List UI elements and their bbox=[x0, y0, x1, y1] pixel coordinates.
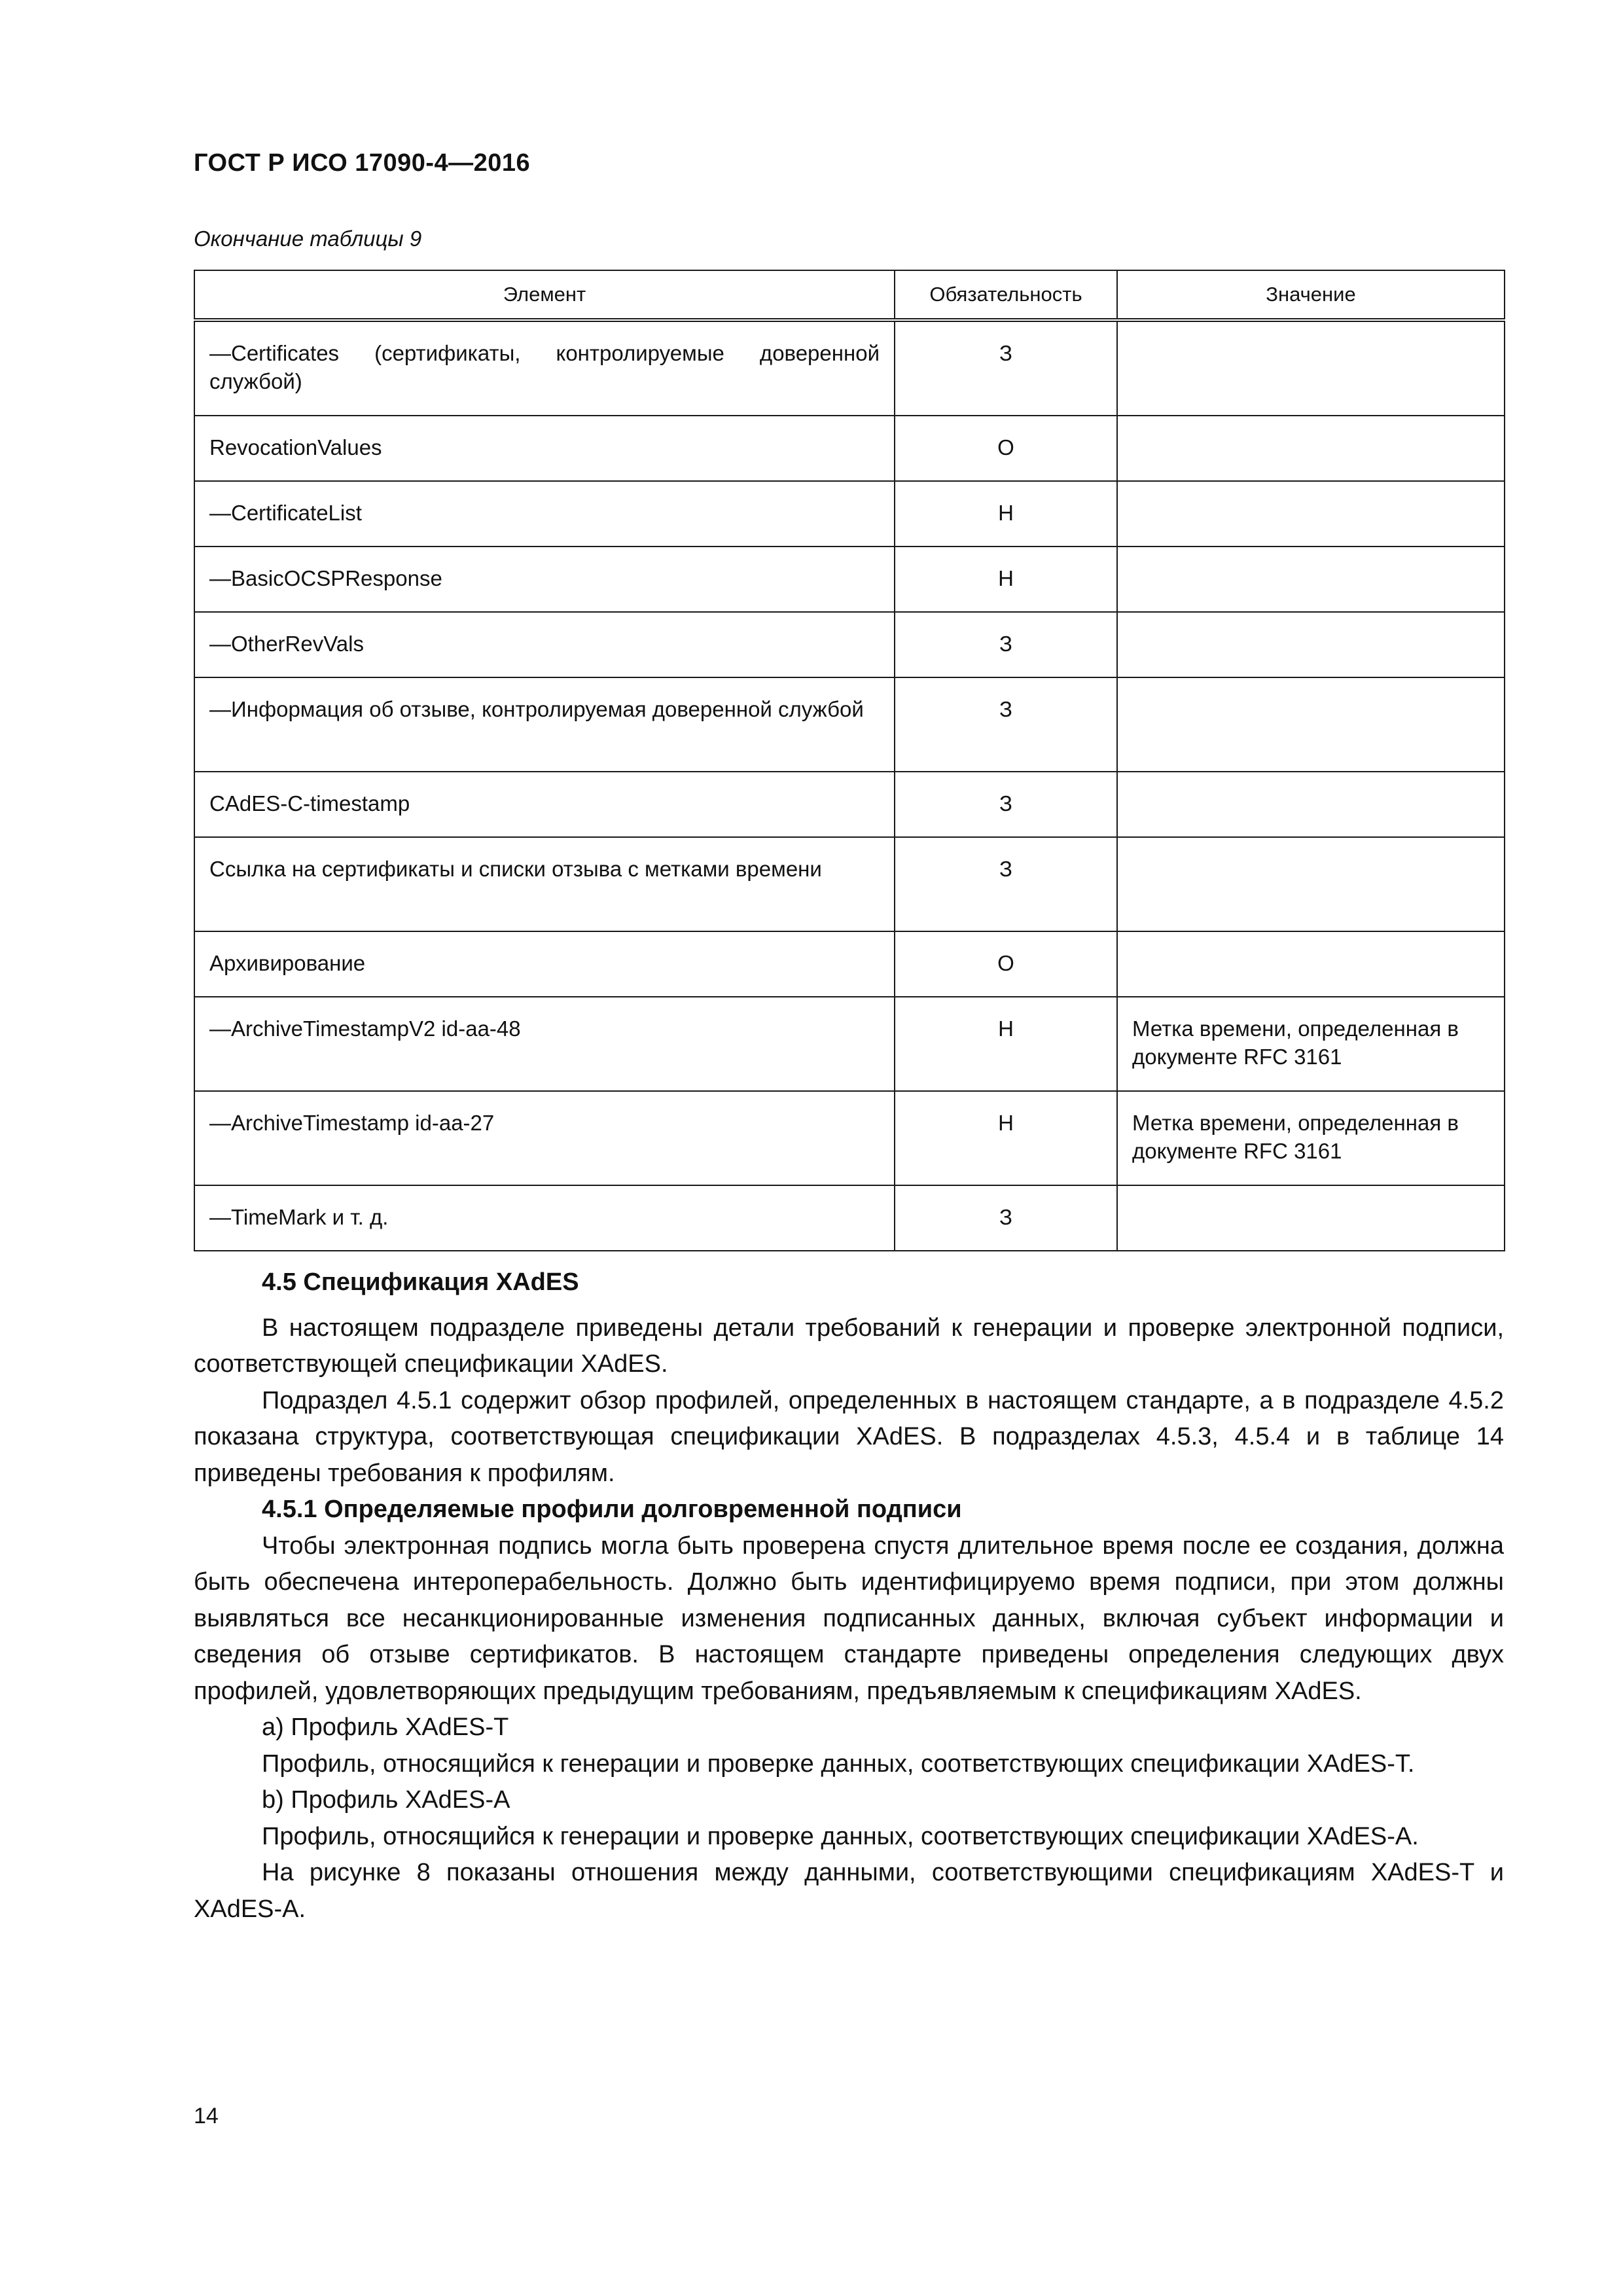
obligation-cell: З bbox=[895, 612, 1117, 677]
element-cell: RevocationValues bbox=[194, 416, 895, 481]
table-caption: Окончание таблицы 9 bbox=[194, 226, 422, 251]
list-item-a: a) Профиль XAdES-T bbox=[262, 1713, 509, 1741]
value-cell bbox=[1117, 837, 1505, 931]
column-header-value: Значение bbox=[1117, 270, 1505, 320]
value-cell bbox=[1117, 612, 1505, 677]
element-cell: Архивирование bbox=[194, 931, 895, 997]
obligation-cell: З bbox=[895, 320, 1117, 416]
list-item-b: b) Профиль XAdES-A bbox=[262, 1786, 510, 1814]
paragraph: В настоящем подразделе приведены детали требований к генерации и проверке электронной подписи, соответствующей спецификации XAdES. bbox=[194, 1314, 1504, 1378]
column-header-obligation: Обязательность bbox=[895, 270, 1117, 320]
value-cell bbox=[1117, 320, 1505, 416]
table-row bbox=[194, 772, 1505, 837]
table-row bbox=[194, 612, 1505, 677]
value-cell: Метка времени, определенная в документе RFC 3161 bbox=[1117, 997, 1505, 1091]
obligation-cell: З bbox=[895, 677, 1117, 772]
column-header-element: Элемент bbox=[194, 270, 895, 320]
obligation-cell: З bbox=[895, 837, 1117, 931]
table-row bbox=[194, 1091, 1505, 1185]
value-cell bbox=[1117, 772, 1505, 837]
table-row bbox=[194, 677, 1505, 772]
table-row bbox=[194, 931, 1505, 997]
paragraph: На рисунке 8 показаны отношения между данными, соответствующими спецификациям XAdES-T и XAdES-A. bbox=[194, 1859, 1504, 1923]
element-cell: —ArchiveTimestampV2 id-aa-48 bbox=[194, 997, 895, 1091]
obligation-cell: Н bbox=[895, 1091, 1117, 1185]
paragraph: Профиль, относящийся к генерации и проверке данных, соответствующих спецификации XAdES-A. bbox=[262, 1822, 1419, 1850]
obligation-cell: Н bbox=[895, 997, 1117, 1091]
obligation-cell: З bbox=[895, 1185, 1117, 1251]
obligation-cell: О bbox=[895, 931, 1117, 997]
value-cell bbox=[1117, 931, 1505, 997]
element-cell: CAdES-C-timestamp bbox=[194, 772, 895, 837]
table-row bbox=[194, 837, 1505, 931]
value-cell bbox=[1117, 677, 1505, 772]
element-cell: —ArchiveTimestamp id-aa-27 bbox=[194, 1091, 895, 1185]
table-row bbox=[194, 481, 1505, 547]
element-cell: —OtherRevVals bbox=[194, 612, 895, 677]
paragraph: Подраздел 4.5.1 содержит обзор профилей, определенных в настоящем стандарте, а в подразделе 4.5.2 показана структура, соответствующая спецификации XAdES. В подразделах 4.5.3, 4.5.4 и в таблице 14 приведены требования к профилям. bbox=[194, 1386, 1504, 1487]
element-cell: —CertificateList bbox=[194, 481, 895, 547]
element-cell: —BasicOCSPResponse bbox=[194, 547, 895, 612]
subsection-heading: 4.5.1 Определяемые профили долговременной подписи bbox=[262, 1496, 962, 1523]
paragraph: Чтобы электронная подпись могла быть проверена спустя длительное время после ее создания, должна быть обеспечена интероперабельность. Должно быть идентифицируемо время подписи, при этом должны выявляться все несанкционированные изменения подписанных данных, включая субъект информации и сведения об отзыве сертификатов. В настоящем стандарте приведены определения следующих двух профилей, удовлетворяющих предыдущим требованиям, предъявляемым к спецификациям XAdES. bbox=[194, 1532, 1504, 1705]
section-body bbox=[194, 1265, 1504, 1928]
page-number: 14 bbox=[194, 2104, 219, 2128]
paragraph: Профиль, относящийся к генерации и проверке данных, соответствующих спецификации XAdES-T. bbox=[262, 1749, 1415, 1778]
element-cell: —Certificates (сертификаты, контролируемые доверенной службой) bbox=[194, 320, 895, 416]
table-row bbox=[194, 997, 1505, 1091]
value-cell: Метка времени, определенная в документе RFC 3161 bbox=[1117, 1091, 1505, 1185]
element-cell: Ссылка на сертификаты и списки отзыва с метками времени bbox=[194, 837, 895, 931]
table-row bbox=[194, 320, 1505, 416]
obligation-cell: Н bbox=[895, 481, 1117, 547]
value-cell bbox=[1117, 547, 1505, 612]
element-cell: —TimeMark и т. д. bbox=[194, 1185, 895, 1251]
value-cell bbox=[1117, 416, 1505, 481]
table-row bbox=[194, 547, 1505, 612]
table-header-row bbox=[194, 270, 1505, 320]
table-row bbox=[194, 1185, 1505, 1251]
value-cell bbox=[1117, 1185, 1505, 1251]
document-code: ГОСТ Р ИСО 17090-4—2016 bbox=[194, 149, 531, 177]
value-cell bbox=[1117, 481, 1505, 547]
obligation-cell: З bbox=[895, 772, 1117, 837]
obligation-cell: Н bbox=[895, 547, 1117, 612]
requirements-table bbox=[194, 270, 1505, 1251]
section-heading: 4.5 Спецификация XAdES bbox=[262, 1268, 579, 1296]
obligation-cell: О bbox=[895, 416, 1117, 481]
element-cell: —Информация об отзыве, контролируемая доверенной службой bbox=[194, 677, 895, 772]
table-row bbox=[194, 416, 1505, 481]
